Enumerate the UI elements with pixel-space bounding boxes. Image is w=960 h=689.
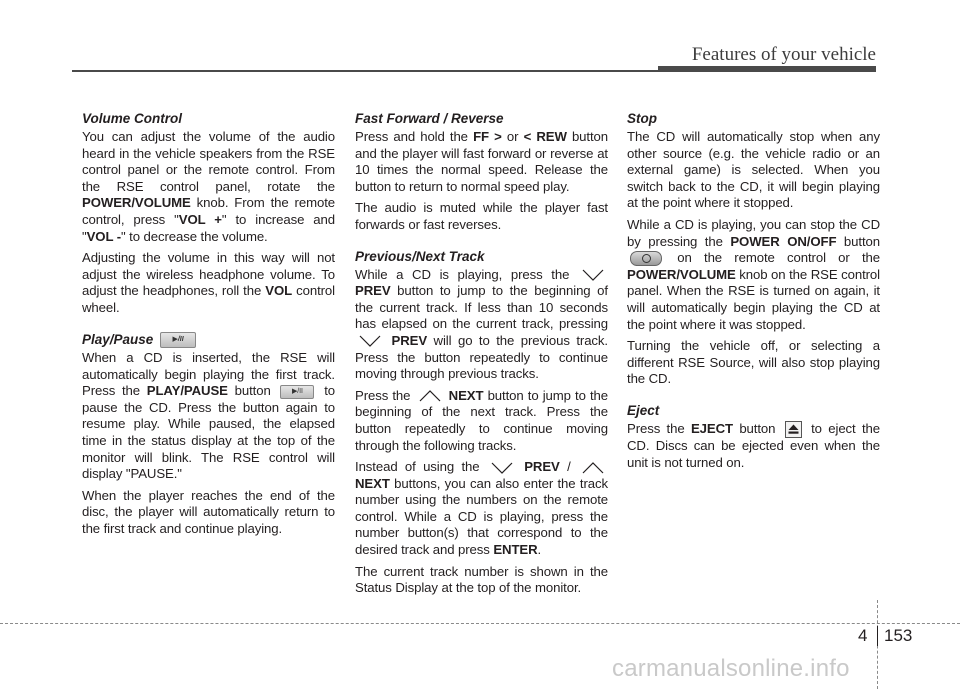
page-number-divider (877, 626, 878, 646)
page-number: 153 (884, 626, 913, 645)
text: button to jump to the beginning of the next track. Press the button repeatedly to continue moving through the following tracks. (355, 387, 608, 453)
text: control wheel. (82, 283, 335, 315)
section-title-fast-forward: Fast Forward / Reverse (355, 111, 504, 126)
power-button-icon (630, 251, 662, 266)
play-pause-button-icon: ▶/II (160, 332, 196, 348)
header-title: Features of your vehicle (691, 44, 876, 65)
footer-rule (0, 623, 960, 624)
bold-text: PREV (524, 459, 560, 475)
text: knob on the RSE control panel. When the RSE is turned on again, it will automatically begin playing the CD at the point where it was stopped. (627, 266, 880, 332)
play-paragraph-2: When the player reaches the end of the disc, the player will automatically return to the first track and continue playing. (82, 487, 335, 536)
section-title-eject: Eject (627, 402, 660, 418)
section-title-volume: Volume Control (82, 111, 182, 126)
bold-text: VOL - (86, 228, 122, 244)
text: knob. From the remote control, press " (82, 195, 335, 227)
section-title-stop: Stop (627, 111, 657, 126)
bold-text: POWER/VOLUME (82, 195, 191, 211)
text: While a CD is playing, you can stop the CD by pressing the (627, 216, 880, 249)
column-2 (355, 110, 608, 602)
bold-text: NEXT (448, 387, 484, 403)
text: Adjusting the volume in this way will not adjust the wireless headphone volume. To adjust the headphones, roll the (82, 250, 335, 299)
header-rule (72, 70, 876, 72)
pn-paragraph-4: The current track number is shown in the Status Display at the top of the monitor. (355, 563, 608, 596)
column-1 (82, 110, 335, 543)
watermark: carmanualsonline.info (612, 655, 850, 682)
ff-paragraph-1 (355, 129, 608, 195)
text: will go to the previous track. Press the button repeatedly to continue moving through previous tracks. (355, 332, 608, 382)
pn-paragraph-3 (355, 459, 608, 559)
title-text: Play/Pause (82, 331, 154, 347)
text: You can adjust the volume of the audio heard in the vehicle speakers from the RSE control panel or the remote control. From the RSE control panel, rotate the (82, 129, 335, 194)
bold-text: ENTER (493, 542, 538, 558)
bold-text: PREV (355, 283, 391, 299)
text: button (227, 383, 278, 399)
bold-text: POWER ON/OFF (730, 233, 837, 249)
text: " to decrease the volume. (121, 228, 268, 244)
bold-text: POWER/VOLUME (627, 266, 736, 282)
text: Instead of using the (355, 459, 487, 475)
text: Press the (627, 420, 691, 436)
bold-text: < REW (523, 129, 567, 144)
text: Press and hold the (355, 129, 474, 144)
text: While a CD is playing, press the (355, 266, 578, 282)
bold-text: EJECT (690, 420, 733, 436)
eject-paragraph-1 (627, 421, 880, 471)
play-pause-button-icon: ▶/II (280, 385, 314, 399)
chapter-number: 4 (858, 626, 868, 645)
play-paragraph-1 (82, 350, 335, 483)
text: button (836, 233, 881, 249)
text: When a CD is inserted, the RSE will automatically begin playing the first track. Press the (82, 349, 335, 399)
section-title-play-pause (82, 331, 335, 348)
chevron-down-icon (489, 461, 515, 475)
text: on the remote control or the (665, 250, 880, 266)
text: " to increase and " (82, 211, 335, 244)
text: button and the player will fast forward or reverse at 10 times the normal speed. Release the button to return to normal speed play. (355, 129, 609, 194)
chevron-up-icon (580, 461, 606, 475)
eject-icon (785, 421, 802, 438)
text: to eject the CD. Discs can be ejected even when the unit is not turned on. (627, 420, 880, 470)
ff-paragraph-2: The audio is muted while the player fast forwards or fast reverses. (355, 200, 608, 232)
chevron-down-icon (357, 334, 383, 348)
pn-paragraph-1 (355, 267, 608, 383)
chevron-up-icon (417, 389, 443, 403)
text: . (537, 542, 542, 558)
text: or (501, 129, 524, 144)
bold-text: FF > (473, 129, 502, 144)
bold-text: VOL + (178, 211, 222, 227)
volume-paragraph-1 (82, 129, 335, 245)
pn-paragraph-2 (355, 388, 608, 454)
text: to pause the CD. Press the button again to resume play. While paused, the elapsed time in the status display at the top of the monitor will blink. The RSE control will display "PAUSE." (82, 383, 335, 482)
text: / (559, 459, 578, 475)
stop-paragraph-2 (627, 217, 880, 333)
bold-text: NEXT (355, 475, 390, 491)
column-3 (627, 110, 880, 476)
stop-paragraph-3: Turning the vehicle off, or selecting a different RSE Source, will also stop playing the CD. (627, 338, 880, 387)
bold-text: PREV (391, 332, 428, 348)
text: button (732, 420, 782, 436)
bold-text: PLAY/PAUSE (146, 383, 228, 399)
section-title-previous-next: Previous/Next Track (355, 248, 485, 264)
bold-text: VOL (265, 283, 293, 299)
volume-paragraph-2 (82, 250, 335, 316)
text: button to jump to the beginning of the current track. If less than 10 seconds has elapsed on the current track, pressing (355, 283, 608, 332)
stop-paragraph-1: The CD will automatically stop when any other source (e.g. the vehicle radio or an external game) is selected. When you switch back to the CD, it will begin playing at the point where it stopped. (627, 129, 880, 211)
text: Press the (355, 387, 415, 403)
chevron-down-icon (580, 268, 606, 282)
text: buttons, you can also enter the track number using the numbers on the remote control. While a CD is playing, press the number button(s) that correspond to the desired track and press (355, 475, 608, 558)
